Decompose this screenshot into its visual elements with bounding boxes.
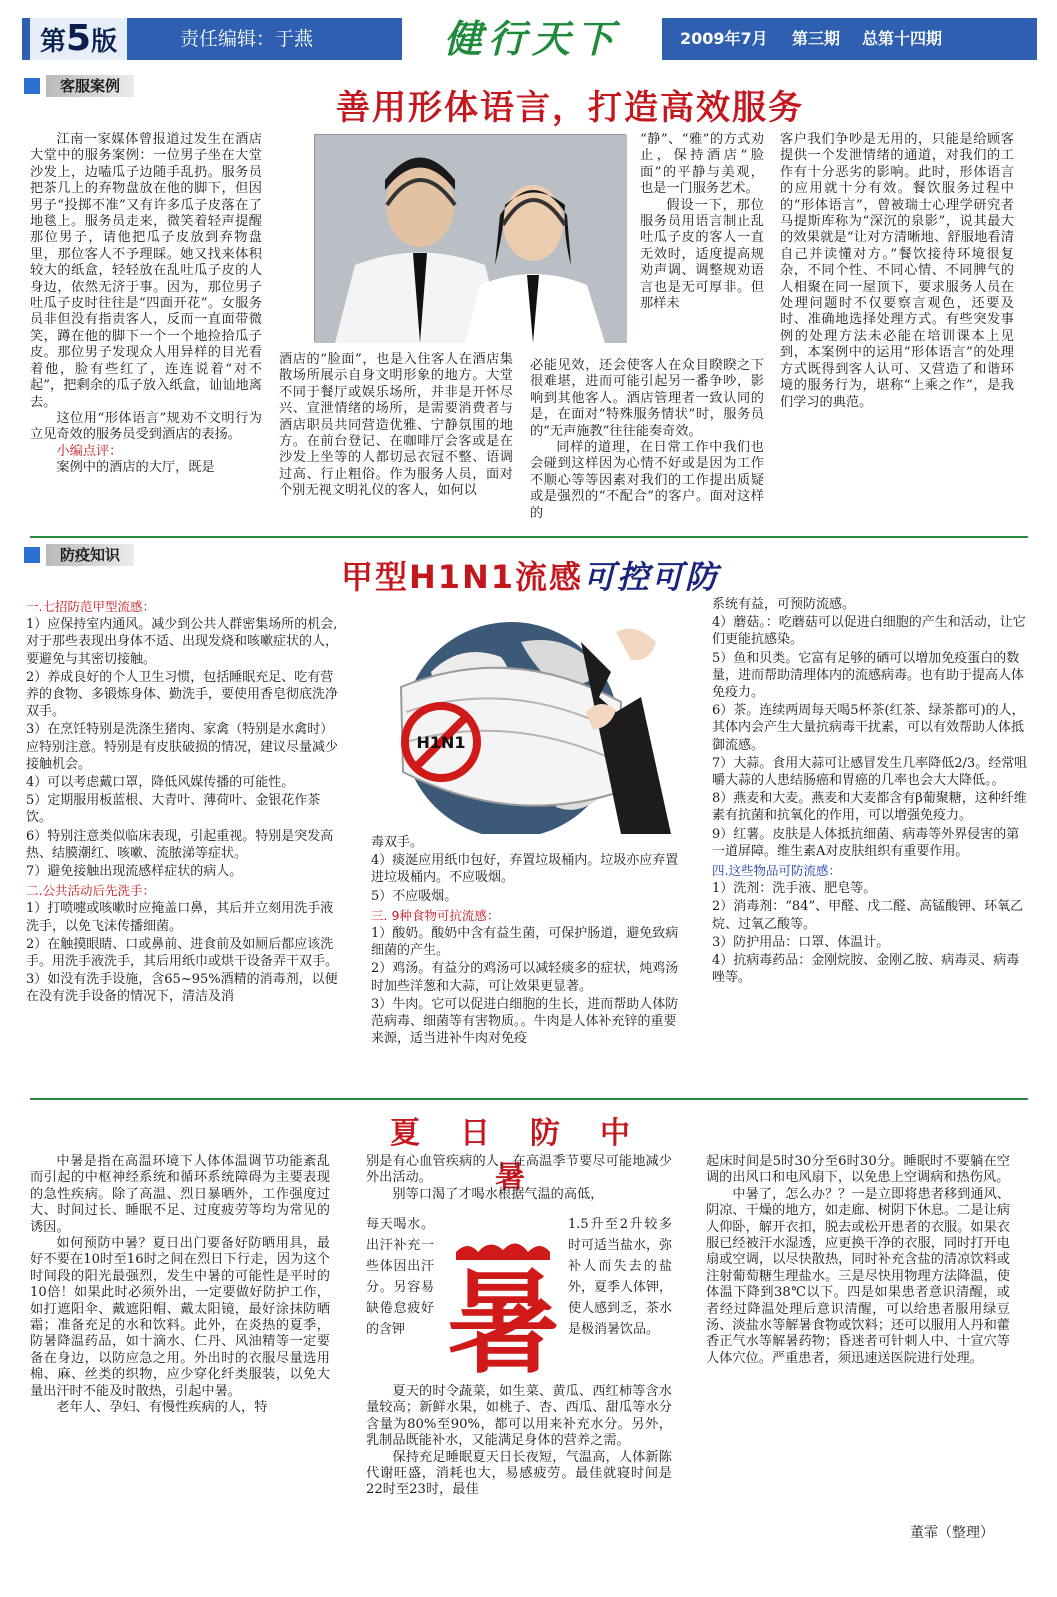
section-tag-label: 防疫知识 [46, 544, 134, 566]
article2-col-left [26, 596, 338, 1084]
paragraph: 客户我们争吵是无用的，只能是给顾客提供一个发泄情绪的通道，对我们的工作有十分恶劣的影响。此时，形体语言的应用就十分有效。餐饮服务过程中的“形体语言”，曾被瑞士心理学研究者马提斯库称为“深沉的泉影”，说其最大的效果就是“让对方清晰地、舒服地看清自己并读懂对方。”餐饮接待环境很复杂，不同个性、不同心情、不同脾气的人相聚在同一屋顶下，要求服务人员在处理问题时不仅要察言观色，还要及时、准确地选择处理方式。有些突发事例的处理方法未必能在培训课本上见到，本案例中的运用“形体语言”的处理方式既得到客人认可、又营造了和谐环境的服务行为，堪称“上乘之作”，是我们学习的典范。 [780, 132, 1014, 410]
list-item: 毒双手。 [371, 835, 424, 850]
issue-number: 第三期 [792, 29, 841, 48]
headset-staff-image [315, 135, 627, 343]
list-item: 4）可以考虑戴口罩，降低风媒传播的可能性。 [26, 775, 295, 791]
paragraph: 别等口渴了才喝水根据气温的高低， [392, 1186, 604, 1202]
paragraph: 1.5升至2升较多时可适当盐水，弥补人而失去的盐外，夏季人体钾，使人感到乏，茶水是极消暑饮品。 [568, 1217, 672, 1337]
list-heading: 二.公共活动后先洗手： [26, 883, 155, 899]
list-item: 1）酸奶。酸奶中含有益生菌，可保护肠道，避免致病细菌的产生。 [371, 926, 679, 959]
summer-heat-art [448, 1230, 558, 1380]
paragraph: 保持充足睡眠夏天日长夜短，气温高，人体新陈代谢旺盛，消耗也大，易感疲劳。最佳就寝时间是22时至23时，最佳 [366, 1449, 672, 1498]
issue-date: 2009年7月 [680, 29, 768, 48]
paragraph: 假设一下，那位服务员用语言制止乱吐瓜子皮的客人一直无效时，适度提高规劝声调、调整规劝语言也是无可厚非。但那样未 [640, 197, 764, 312]
article3-title: 夏日防中暑 [390, 1116, 670, 1195]
paragraph: 老年人、孕妇、有慢性疾病的人，特 [56, 1400, 268, 1416]
article1-col2 [279, 352, 513, 534]
paragraph: 起床时间是5时30分至6时30分。睡眠时不要躺在空调的出风口和电风扇下，以免患上空调病和热伤风。 [706, 1154, 1010, 1186]
customer-service-photo [314, 134, 626, 342]
article3-col2-left [366, 1214, 434, 1384]
list-item: 9）红薯。皮肤是人体抵抗细菌、病毒等外界侵害的第一道屏障。维生素A对皮肤组织有重要作用。 [712, 826, 1020, 859]
list-item: 6）特别注意类似临床表现，引起重视。特别是突发高热、结膜潮红、咳嗽、流脓涕等症状。 [26, 828, 334, 861]
h1n1-badge-text: H1N1 [416, 733, 466, 752]
article3-col1 [30, 1154, 330, 1544]
paragraph: 江南一家媒体曾报道过发生在酒店大堂中的服务案例：一位男子坐在大堂沙发上，边嗑瓜子边随手乱扔。服务员把茶几上的弃物盘放在他的脚下，但因男子“投掷不准”又有许多瓜子皮落在了地毯上。服务员走来，微笑着轻声提醒那位男子，请他把瓜子皮放到弃物盘里，那位客人不予理睬。她又找来体积较大的纸盒，轻轻放在乱吐瓜子皮的人身边，依然无济于事。因为，那位男子吐瓜子皮时往往是“四面开花”。女服务员非但没有指责客人，反而一直面带微笑，蹲在他的脚下一个一个地捡拾瓜子皮。那位男子发现众人用异样的目光看着他，脸有些红了，连连说着“对不起”，把剩余的瓜子放入纸盒，讪讪地离去。 [30, 132, 262, 410]
article1-col1 [30, 132, 262, 534]
paragraph: 如何预防中暑？夏日出门要备好防晒用具，最好不要在10时至16时之间在烈日下行走，因为这个时间段的阳光最强烈，发生中暑的可能性是平时的10倍！如果此时必须外出，一定要做好防护工作，如打遮阳伞、戴遮阳帽、戴太阳镜，最好涂抹防晒霜；准备充足的水和饮料。此外，在炎热的夏季，防暑降温药品，如十滴水、仁丹、风油精等一定要备在身边，以防应急之用。外出时的衣服尽量选用棉、麻、丝类的织物，应少穿化纤类服装，以免大量出汗时不能及时散热，引起中暑。 [30, 1236, 330, 1399]
list-item: 7）大蒜。食用大蒜可让感冒发生几率降低2/3。经常咀嚼大蒜的人患结肠癌和胃癌的几率也会大大降低。。 [712, 755, 1028, 789]
section-tag-label: 客服案例 [46, 75, 134, 97]
heat-character: 暑 [448, 1258, 558, 1380]
paragraph: 别是有心血管疾病的人，在高温季节要尽可能地减少外出活动。 [366, 1154, 672, 1186]
list-item: 5）不应吸烟。 [371, 888, 458, 904]
list-heading: 一.七招防范甲型流感： [26, 599, 155, 614]
article2-col-right [712, 596, 1030, 1084]
paragraph: 中暑了，怎么办？？一是立即将患者移到通风、阴凉、干燥的地方，如走廊、树阴下休息。二是让病人仰卧，解开衣扣，脱去或松开患者的衣服。如果衣服已经被汗水湿透，应更换干净的衣服，同时打开电扇或空调，以尽快散热，同时补充含盐的清凉饮料或注射葡萄糖生理盐水。三是尽快用物理方法降温，使体温下降到38℃以下。四是如果患者意识清醒，或者经过降温处理后意识清醒，可以给患者服用绿豆汤、淡盐水等解暑食物或饮料；还可以服用人丹和藿香正气水等解暑药物；昏迷者可针刺人中、十宣穴等人体穴位。严重患者，须迅速送医院进行处理。 [706, 1186, 1010, 1366]
newspaper-logo: 健行天下 [402, 14, 662, 64]
list-item: 3）如没有洗手设施，含65~95%酒精的消毒剂，以便在没有洗手设备的情况下，清洁及消 [26, 972, 338, 1005]
list-item: 6）茶。连续两周每天喝5杯茶(红茶、绿茶都可)的人，其体内会产生大量抗病毒干扰素，可以有效帮助人体抵御流感。 [712, 703, 1025, 753]
article2-title [300, 552, 760, 598]
list-item: 2）鸡汤。有益分的鸡汤可以减轻痰多的症状，炖鸡汤时加些洋葱和大蒜，可让效果更显著。 [371, 961, 679, 994]
author-signature: 董霏（整理） [910, 1525, 994, 1541]
list-item: 8）燕麦和大麦。燕麦和大麦都含有β葡聚糖，这种纤维素有抗菌和抗氧化的作用，可以增强免疫力。 [712, 791, 1027, 824]
divider [30, 536, 1028, 538]
list-item: 3）牛肉。它可以促进白细胞的生长，进而帮助人体防范病毒、细菌等有害物质。。牛肉是人体补充锌的重要来源，适当进补牛肉对免疫 [371, 996, 679, 1047]
section-tag-service [24, 75, 134, 97]
list-item: 4）痰涎应用纸巾包好，弃置垃圾桶内。垃圾亦应弃置进垃圾桶内。不应吸烟。 [371, 853, 679, 886]
article3-col2-top [366, 1154, 672, 1212]
tag-square-icon [24, 547, 40, 563]
title-red: 甲型H1N1流感 [340, 558, 584, 596]
globe-mask-icon [371, 602, 682, 834]
issue-total: 总第十四期 [862, 29, 943, 48]
article2-col-middle [371, 834, 683, 1084]
list-item: 4）蘑菇。：吃蘑菇可以促进白细胞的产生和活动，让它们更能抗感染。 [712, 615, 1026, 648]
list-item: 4）抗病毒药品：金刚烷胺、金刚乙胺、病毒灵、病毒唑等。 [712, 953, 1020, 986]
list-item: 1）应保持室内通风。减少到公共人群密集场所的机会,对于那些表现出身体不适、出现发烧和咳嗽症状的人，要避免与其密切接触。 [26, 617, 338, 667]
editor-note-label: 小编点评： [56, 443, 123, 459]
article1-title: 善用形体语言，打造高效服务 [336, 88, 804, 128]
heat-character-icon [448, 1230, 558, 1380]
paragraph: 这位用“形体语言”规劝不文明行为立见奇效的服务员受到酒店的表扬。 [30, 410, 262, 443]
list-item: 5）定期服用板蓝根、大青叶、薄荷叶、金银花作茶饮。 [26, 793, 321, 826]
list-heading: 四.这些物品可防流感： [712, 863, 841, 879]
paragraph: 夏天的时令蔬菜，如生菜、黄瓜、西红柿等含水量较高；新鲜水果，如桃子、杏、西瓜、甜瓜等水分含量为80%至90%，都可以用来补充水分。另外，乳制品既能补水，又能满足身体的营养之需。 [366, 1384, 672, 1449]
paragraph: 酒店的“脸面”，也是入住客人在酒店集散场所展示自身文明形象的地方。大堂不同于餐厅或娱乐场所，并非是开怀尽兴、宣泄情绪的场所，是需要消费者与酒店职员共同营造优雅、宁静氛围的地方。在前台登记、在咖啡厅会客或是在沙发上坐等的人都切忌衣冠不整、语调过高、行止粗俗。作为服务人员，面对个别无视文明礼仪的客人，如何以 [279, 352, 513, 499]
divider [30, 1098, 1028, 1100]
list-item: 系统有益，可预防流感。 [712, 597, 856, 612]
section-tag-epidemic [24, 544, 134, 566]
paragraph: “静”、“雅”的方式劝止，保持酒店“脸面”的平静与美观，也是一门服务艺术。 [640, 132, 764, 197]
list-item: 3）防护用品：口罩、体温计。 [712, 934, 890, 950]
article3-col2-bottom [366, 1384, 672, 1544]
list-item: 2）养成良好的个人卫生习惯，包括睡眠充足、吃有营养的食物、多锻炼身体、勤洗手，要使用香皂彻底洗净双手。 [26, 669, 338, 720]
article3-col2-right [568, 1214, 672, 1384]
list-item: 3）在烹饪特别是洗涤生猪肉、家禽（特别是水禽时）应特别注意。特别是有皮肤破损的情况，建议尽量减少接触机会。 [26, 722, 338, 772]
paragraph: 每天喝水。出汗补充一些体因出汗分。另容易缺倦怠疲好的含钾 [366, 1217, 434, 1337]
list-item: 1）打喷嚏或咳嗽时应掩盖口鼻，其后并立刻用洗手液洗手，以免飞沫传播细菌。 [26, 901, 334, 934]
h1n1-illustration [371, 602, 682, 834]
paragraph: 必能见效，还会使客人在众目睽睽之下很难堪，进而可能引起另一番争吵，影响到其他客人。酒店管理者一致认同的是，在面对“特殊服务情状”时，服务员的“无声施教”往往能奏奇效。 [530, 358, 764, 439]
list-item: 5）鱼和贝类。它富有足够的硒可以增加免疫蛋白的数量，进而帮助清理体内的流感病毒。也有助于提高人体免疫力。 [712, 650, 1025, 701]
masthead-bar [22, 18, 1037, 60]
list-item: 2）消毒剂：“84”、甲醛、戊二醛、高锰酸钾、环氧乙烷、过氧乙酸等。 [712, 899, 1024, 932]
article3-col3 [706, 1154, 1010, 1514]
list-item: 1）洗剂：洗手液、肥皂等。 [712, 881, 877, 897]
list-heading: 三. 9种食物可抗流感： [371, 907, 500, 923]
tag-square-icon [24, 78, 40, 94]
paragraph: 同样的道理，在日常工作中我们也会碰到这样因为心情不好或是因为工作不顺心等等因素对我们的工作提出质疑或是强烈的“不配合”的客户。面对这样的 [530, 440, 764, 521]
article1-col3-upper [640, 132, 764, 358]
page-number: 第5版 [30, 18, 127, 60]
paragraph: 案例中的酒店的大厅，既是 [56, 460, 215, 476]
editor-credit: 责任编辑：于燕 [180, 28, 314, 50]
list-item: 7）避免接触出现流感样症状的病人。 [26, 864, 243, 880]
title-navy: 可控可防 [583, 558, 720, 596]
article1-col3-lower [530, 358, 764, 534]
list-item: 2）在触摸眼睛、口或鼻前、进食前及如厕后都应该洗手。用洗手液洗手，其后用纸巾或烘干设备弄干双手。 [26, 936, 338, 970]
paragraph: 中暑是指在高温环境下人体体温调节功能紊乱而引起的中枢神经系统和循环系统障碍为主要表现的急性疾病。除了高温、烈日暴晒外，工作强度过大、时间过长、睡眠不足、过度疲劳等均为常见的诱因。 [30, 1154, 330, 1235]
article1-col4 [780, 132, 1014, 472]
